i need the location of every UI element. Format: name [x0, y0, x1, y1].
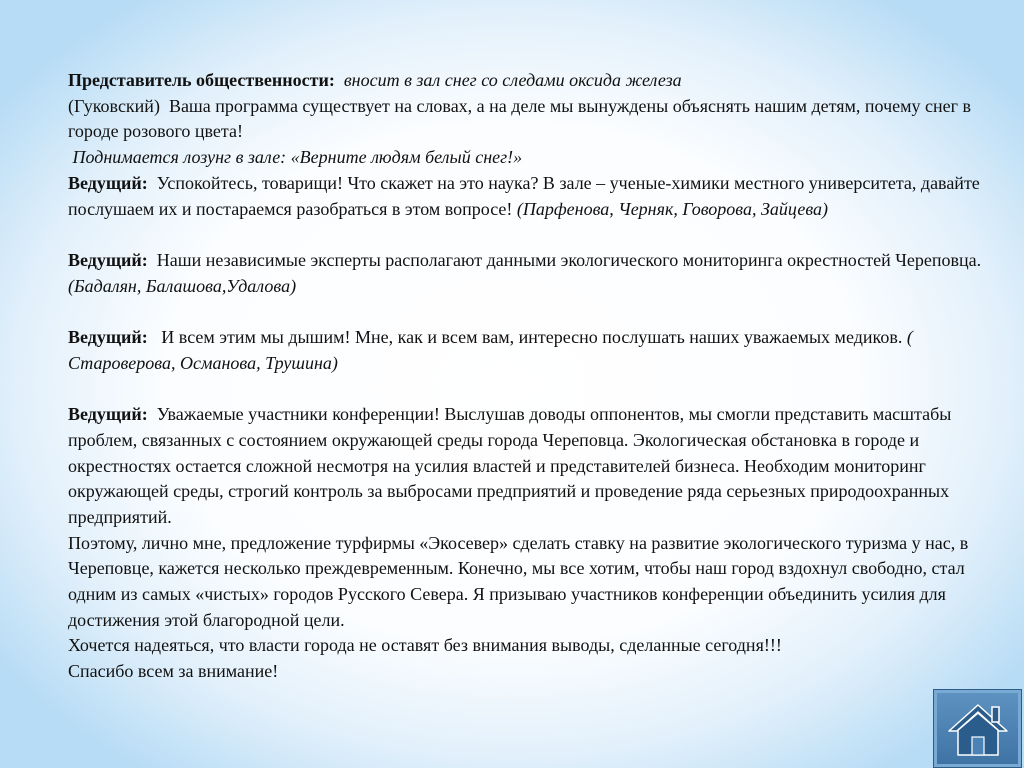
spacer [68, 222, 988, 248]
speech-text: Ваша программа существует на словах, а на деле мы вынуждены объяснять нашим детям, почему снег в городе розового цвета! [68, 95, 972, 142]
paragraph-slogan [68, 145, 988, 171]
speaker-label: Представитель общественности: [68, 70, 335, 90]
speech-text: Уважаемые участники конференции! Выслушав доводы оппонентов, мы смогли представить масштабы проблем, связанных с состоянием окружающей среды города Череповца. Экологическая обстановка в городе и окрестностях остается сложной несмотря на усилия властей и представителей бизнеса. Необходим мониторинг окружающей среды, строгий контроль за выбросами предприятий и проведение ряда серьезных природоохранных предприятий. [68, 404, 952, 527]
speaker-label: Ведущий: [68, 404, 148, 425]
stage-direction: Поднимается лозунг в зале: «Верните людям белый снег!» [72, 147, 523, 168]
home-button[interactable] [933, 689, 1022, 768]
speaker-label: Ведущий: [68, 249, 148, 270]
speaker-label: Ведущий: [68, 327, 148, 347]
paragraph-thanks: Спасибо всем за внимание! [68, 661, 279, 682]
paragraph-hope: Хочется надеяться, что власти города не оставят без внимания выводы, сделанные сегодня!!! [68, 635, 782, 656]
speech-text: Успокойтесь, товарищи! Что скажет на это наука? В зале – ученые-химики местного университета, давайте послушаем их и постараемся разобраться в этом вопросе! [68, 172, 980, 219]
stage-direction: вносит в зал снег со следами оксида железа [343, 70, 682, 90]
speech-text: Наши независимые эксперты располагают данными экологического мониторинга окрестностей Череповца. [156, 249, 982, 270]
paragraph-host-conclusion [68, 402, 988, 531]
paragraph-ecotourism: Поэтому, лично мне, предложение турфирмы «Экосевер» сделать ставку на развитие экологического туризма у нас, в Череповце, кажется несколько преждевременным. Конечно, мы все хотим, чтобы наш город вздохнул свободно, стал одним из самых «чистых» городов Русского Севера. Я призываю участников конференции объединить усилия для достижения этой благородной цели. [68, 532, 969, 630]
speaker-name: (Гуковский) [68, 95, 160, 116]
paragraph-public-representative [68, 68, 988, 145]
participant-names: (Бадалян, Балашова,Удалова) [68, 275, 297, 296]
spacer [68, 299, 988, 325]
speaker-label: Ведущий: [68, 172, 148, 193]
paragraph-host-science [68, 171, 988, 222]
participant-names: ( Староверова, Османова, Трушина) [68, 327, 913, 373]
speech-text: И всем этим мы дышим! Мне, как и всем вам, интересно послушать наших уважаемых медиков. [161, 327, 903, 347]
home-icon [948, 701, 1008, 758]
slide-text [68, 68, 988, 685]
paragraph-host-medics [68, 325, 988, 376]
participant-names: (Парфенова, Черняк, Говорова, Зайцева) [516, 198, 829, 219]
spacer [68, 376, 988, 402]
paragraph-host-experts [68, 248, 988, 299]
